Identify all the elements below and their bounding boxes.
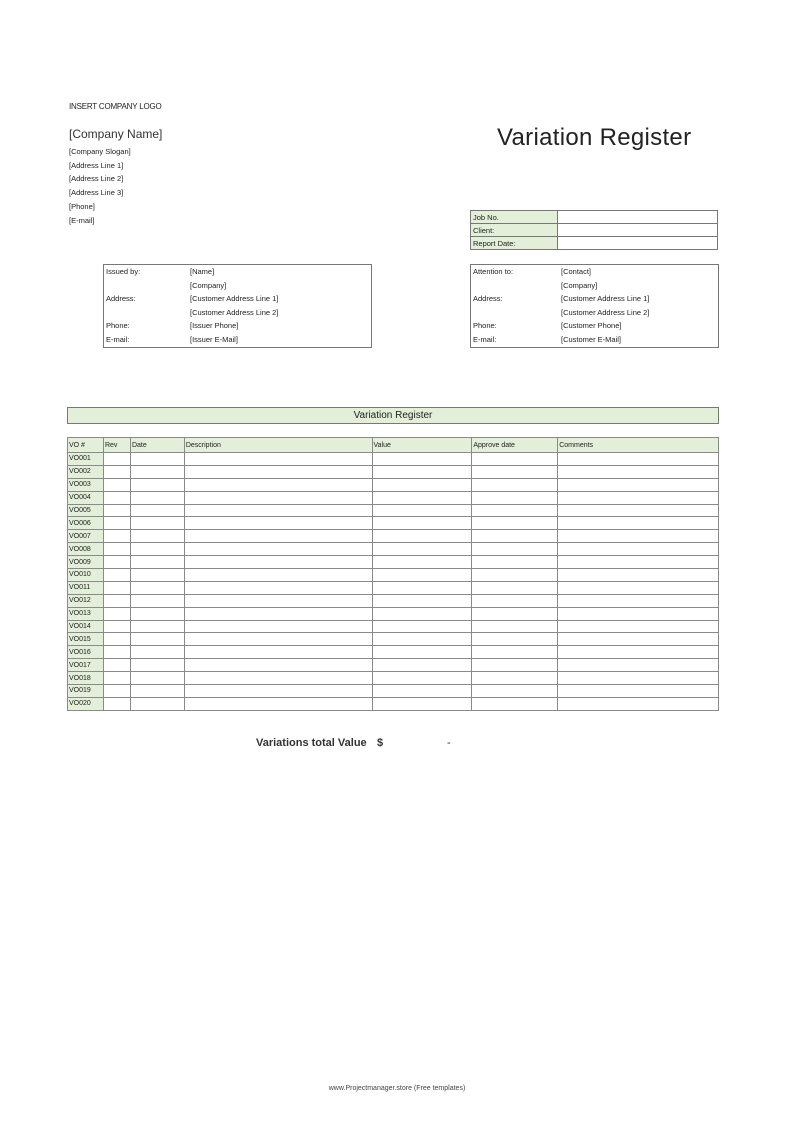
vo-number-cell: VO003	[68, 478, 104, 491]
approve-date-cell[interactable]	[472, 478, 558, 491]
attention-value[interactable]: [Customer Phone]	[561, 321, 622, 331]
value-cell[interactable]	[372, 620, 472, 633]
date-cell[interactable]	[130, 478, 184, 491]
total-currency: $	[377, 737, 384, 749]
vo-number-cell: VO001	[68, 453, 104, 466]
value-cell[interactable]	[372, 594, 472, 607]
column-header-rev: Rev	[103, 438, 130, 453]
approve-date-cell[interactable]	[472, 594, 558, 607]
approve-date-cell[interactable]	[472, 530, 558, 543]
column-header-value: Value	[372, 438, 472, 453]
description-cell[interactable]	[184, 659, 372, 672]
address-line-1: [Address Line 1]	[69, 160, 124, 170]
table-row	[68, 556, 719, 569]
vo-number-cell: VO010	[68, 569, 104, 582]
comments-cell[interactable]	[558, 569, 719, 582]
vo-number-cell: VO019	[68, 685, 104, 698]
description-cell[interactable]	[184, 465, 372, 478]
date-cell[interactable]	[130, 530, 184, 543]
company-details	[69, 145, 131, 227]
company-email: [E-mail]	[69, 215, 95, 225]
job-info-row	[471, 237, 718, 250]
vo-number-cell: VO007	[68, 530, 104, 543]
value-cell[interactable]	[372, 491, 472, 504]
issued-value[interactable]: [Customer Address Line 1]	[190, 294, 279, 304]
table-row	[68, 543, 719, 556]
issued-by-box	[103, 264, 372, 348]
column-header-description: Description	[184, 438, 372, 453]
date-cell[interactable]	[130, 556, 184, 569]
value-cell[interactable]	[372, 517, 472, 530]
approve-date-cell[interactable]	[472, 453, 558, 466]
value-cell[interactable]	[372, 697, 472, 710]
approve-date-cell[interactable]	[472, 569, 558, 582]
table-row	[68, 646, 719, 659]
vo-number-cell: VO018	[68, 672, 104, 685]
table-row	[68, 517, 719, 530]
value-cell[interactable]	[372, 659, 472, 672]
description-cell[interactable]	[184, 581, 372, 594]
table-row	[68, 465, 719, 478]
approve-date-cell[interactable]	[472, 659, 558, 672]
rev-cell[interactable]	[103, 478, 130, 491]
description-cell[interactable]	[184, 478, 372, 491]
issued-value[interactable]: [Issuer E-Mail]	[190, 334, 238, 344]
value-cell[interactable]	[372, 453, 472, 466]
value-cell[interactable]	[372, 465, 472, 478]
job-info-row	[471, 224, 718, 237]
job-info-row	[471, 211, 718, 224]
table-row	[68, 453, 719, 466]
vo-number-cell: VO017	[68, 659, 104, 672]
column-header-approve-date: Approve date	[472, 438, 558, 453]
value-cell[interactable]	[372, 556, 472, 569]
date-cell[interactable]	[130, 581, 184, 594]
rev-cell[interactable]	[103, 659, 130, 672]
rev-cell[interactable]	[103, 465, 130, 478]
date-cell[interactable]	[130, 607, 184, 620]
table-row	[68, 491, 719, 504]
issued-value[interactable]: [Company]	[190, 280, 227, 290]
rev-cell[interactable]	[103, 672, 130, 685]
vo-number-cell: VO006	[68, 517, 104, 530]
date-cell[interactable]	[130, 543, 184, 556]
date-cell[interactable]	[130, 620, 184, 633]
issued-label: Phone:	[106, 321, 130, 331]
table-row	[68, 530, 719, 543]
description-cell[interactable]	[184, 556, 372, 569]
date-cell[interactable]	[130, 465, 184, 478]
description-cell[interactable]	[184, 491, 372, 504]
client-value[interactable]	[558, 224, 718, 237]
value-cell[interactable]	[372, 478, 472, 491]
issued-label: Issued by:	[106, 267, 141, 277]
total-value: -	[447, 737, 451, 749]
approve-date-cell[interactable]	[472, 491, 558, 504]
rev-cell[interactable]	[103, 594, 130, 607]
company-name: [Company Name]	[69, 127, 163, 141]
issued-by-table	[104, 265, 371, 346]
rev-cell[interactable]	[103, 685, 130, 698]
rev-cell[interactable]	[103, 530, 130, 543]
date-cell[interactable]	[130, 697, 184, 710]
rev-cell[interactable]	[103, 620, 130, 633]
date-cell[interactable]	[130, 659, 184, 672]
vo-number-cell: VO009	[68, 556, 104, 569]
job-no-label: Job No.	[471, 211, 558, 224]
value-cell[interactable]	[372, 685, 472, 698]
table-row	[68, 607, 719, 620]
description-cell[interactable]	[184, 633, 372, 646]
date-cell[interactable]	[130, 672, 184, 685]
column-header-date: Date	[130, 438, 184, 453]
client-label: Client:	[471, 224, 558, 237]
date-cell[interactable]	[130, 633, 184, 646]
date-cell[interactable]	[130, 569, 184, 582]
rev-cell[interactable]	[103, 697, 130, 710]
company-phone: [Phone]	[69, 201, 95, 211]
table-header-row	[68, 438, 719, 453]
attention-label	[471, 306, 559, 320]
rev-cell[interactable]	[103, 491, 130, 504]
date-cell[interactable]	[130, 594, 184, 607]
approve-date-cell[interactable]	[472, 517, 558, 530]
vo-number-cell: VO020	[68, 697, 104, 710]
value-cell[interactable]	[372, 633, 472, 646]
issued-label: Address:	[106, 294, 136, 304]
attention-label: Address:	[473, 294, 503, 304]
rev-cell[interactable]	[103, 556, 130, 569]
approve-date-cell[interactable]	[472, 607, 558, 620]
issued-label: E-mail:	[106, 334, 130, 344]
approve-date-cell[interactable]	[472, 465, 558, 478]
comments-cell[interactable]	[558, 685, 719, 698]
total-value-label: Variations total Value	[256, 737, 367, 749]
vo-number-cell: VO014	[68, 620, 104, 633]
attention-label	[471, 279, 559, 293]
description-cell[interactable]	[184, 569, 372, 582]
value-cell[interactable]	[372, 607, 472, 620]
comments-cell[interactable]	[558, 672, 719, 685]
comments-cell[interactable]	[558, 697, 719, 710]
comments-cell[interactable]	[558, 530, 719, 543]
description-cell[interactable]	[184, 517, 372, 530]
comments-cell[interactable]	[558, 491, 719, 504]
comments-cell[interactable]	[558, 556, 719, 569]
approve-date-cell[interactable]	[472, 556, 558, 569]
value-cell[interactable]	[372, 672, 472, 685]
vo-number-cell: VO005	[68, 504, 104, 517]
job-no-value[interactable]	[558, 211, 718, 224]
attention-label: E-mail:	[473, 334, 497, 344]
comments-cell[interactable]	[558, 581, 719, 594]
date-cell[interactable]	[130, 517, 184, 530]
description-cell[interactable]	[184, 504, 372, 517]
comments-cell[interactable]	[558, 504, 719, 517]
company-slogan: [Company Slogan]	[69, 147, 131, 156]
date-cell[interactable]	[130, 685, 184, 698]
table-row	[68, 594, 719, 607]
date-cell[interactable]	[130, 646, 184, 659]
comments-cell[interactable]	[558, 453, 719, 466]
footer-text: www.Projectmanager.store (Free templates)	[328, 1085, 466, 1092]
rev-cell[interactable]	[103, 581, 130, 594]
date-cell[interactable]	[130, 453, 184, 466]
comments-cell[interactable]	[558, 646, 719, 659]
comments-cell[interactable]	[558, 659, 719, 672]
rev-cell[interactable]	[103, 517, 130, 530]
table-row	[68, 581, 719, 594]
rev-cell[interactable]	[103, 453, 130, 466]
comments-cell[interactable]	[558, 543, 719, 556]
description-cell[interactable]	[184, 672, 372, 685]
attention-label: Attention to:	[473, 267, 514, 277]
rev-cell[interactable]	[103, 646, 130, 659]
description-cell[interactable]	[184, 685, 372, 698]
approve-date-cell[interactable]	[472, 672, 558, 685]
vo-number-cell: VO015	[68, 633, 104, 646]
approve-date-cell[interactable]	[472, 543, 558, 556]
table-row	[68, 478, 719, 491]
rev-cell[interactable]	[103, 569, 130, 582]
comments-cell[interactable]	[558, 517, 719, 530]
comments-cell[interactable]	[558, 633, 719, 646]
approve-date-cell[interactable]	[472, 685, 558, 698]
table-row	[68, 633, 719, 646]
description-cell[interactable]	[184, 607, 372, 620]
vo-number-cell: VO012	[68, 594, 104, 607]
issued-label	[104, 279, 188, 293]
comments-cell[interactable]	[558, 465, 719, 478]
description-cell[interactable]	[184, 620, 372, 633]
description-cell[interactable]	[184, 453, 372, 466]
table-row	[68, 504, 719, 517]
approve-date-cell[interactable]	[472, 581, 558, 594]
vo-number-cell: VO008	[68, 543, 104, 556]
date-cell[interactable]	[130, 504, 184, 517]
page-title: Variation Register	[497, 124, 692, 151]
description-cell[interactable]	[184, 543, 372, 556]
value-cell[interactable]	[372, 543, 472, 556]
comments-cell[interactable]	[558, 620, 719, 633]
address-line-3: [Address Line 3]	[69, 188, 124, 198]
vo-number-cell: VO013	[68, 607, 104, 620]
vo-number-cell: VO002	[68, 465, 104, 478]
approve-date-cell[interactable]	[472, 646, 558, 659]
rev-cell[interactable]	[103, 543, 130, 556]
approve-date-cell[interactable]	[472, 633, 558, 646]
table-row	[68, 672, 719, 685]
issued-label	[104, 306, 188, 320]
vo-number-cell: VO004	[68, 491, 104, 504]
value-cell[interactable]	[372, 504, 472, 517]
register-body	[68, 453, 719, 711]
value-cell[interactable]	[372, 569, 472, 582]
value-cell[interactable]	[372, 530, 472, 543]
description-cell[interactable]	[184, 594, 372, 607]
vo-number-cell: VO016	[68, 646, 104, 659]
report-date-value[interactable]	[558, 237, 718, 250]
column-header-vo: VO #	[68, 438, 104, 453]
report-date-label: Report Date:	[471, 237, 558, 250]
description-cell[interactable]	[184, 697, 372, 710]
attention-value[interactable]: [Customer Address Line 2]	[561, 307, 650, 317]
value-cell[interactable]	[372, 581, 472, 594]
address-line-2: [Address Line 2]	[69, 174, 124, 184]
table-row	[68, 569, 719, 582]
rev-cell[interactable]	[103, 633, 130, 646]
attention-value[interactable]: [Contact]	[561, 267, 592, 277]
issued-value[interactable]: [Issuer Phone]	[190, 321, 239, 331]
comments-cell[interactable]	[558, 607, 719, 620]
vo-number-cell: VO011	[68, 581, 104, 594]
register-section-title: Variation Register	[67, 407, 719, 424]
attention-value[interactable]: [Company]	[561, 280, 598, 290]
description-cell[interactable]	[184, 530, 372, 543]
comments-cell[interactable]	[558, 594, 719, 607]
approve-date-cell[interactable]	[472, 504, 558, 517]
issued-value[interactable]: [Customer Address Line 2]	[190, 307, 279, 317]
company-logo-placeholder: INSERT COMPANY LOGO	[69, 102, 162, 111]
value-cell[interactable]	[372, 646, 472, 659]
table-row	[68, 697, 719, 710]
attention-label: Phone:	[473, 321, 497, 331]
attention-to-box	[470, 264, 719, 348]
column-header-comments: Comments	[558, 438, 719, 453]
variation-register-table	[67, 437, 719, 711]
attention-value[interactable]: [Customer E-Mail]	[561, 334, 622, 344]
issued-value[interactable]: [Name]	[190, 267, 215, 277]
comments-cell[interactable]	[558, 478, 719, 491]
table-row	[68, 659, 719, 672]
job-info-table	[470, 210, 718, 250]
rev-cell[interactable]	[103, 607, 130, 620]
table-row	[68, 685, 719, 698]
rev-cell[interactable]	[103, 504, 130, 517]
approve-date-cell[interactable]	[472, 697, 558, 710]
attention-to-table	[471, 265, 718, 346]
attention-value[interactable]: [Customer Address Line 1]	[561, 294, 650, 304]
description-cell[interactable]	[184, 646, 372, 659]
table-row	[68, 620, 719, 633]
approve-date-cell[interactable]	[472, 620, 558, 633]
date-cell[interactable]	[130, 491, 184, 504]
